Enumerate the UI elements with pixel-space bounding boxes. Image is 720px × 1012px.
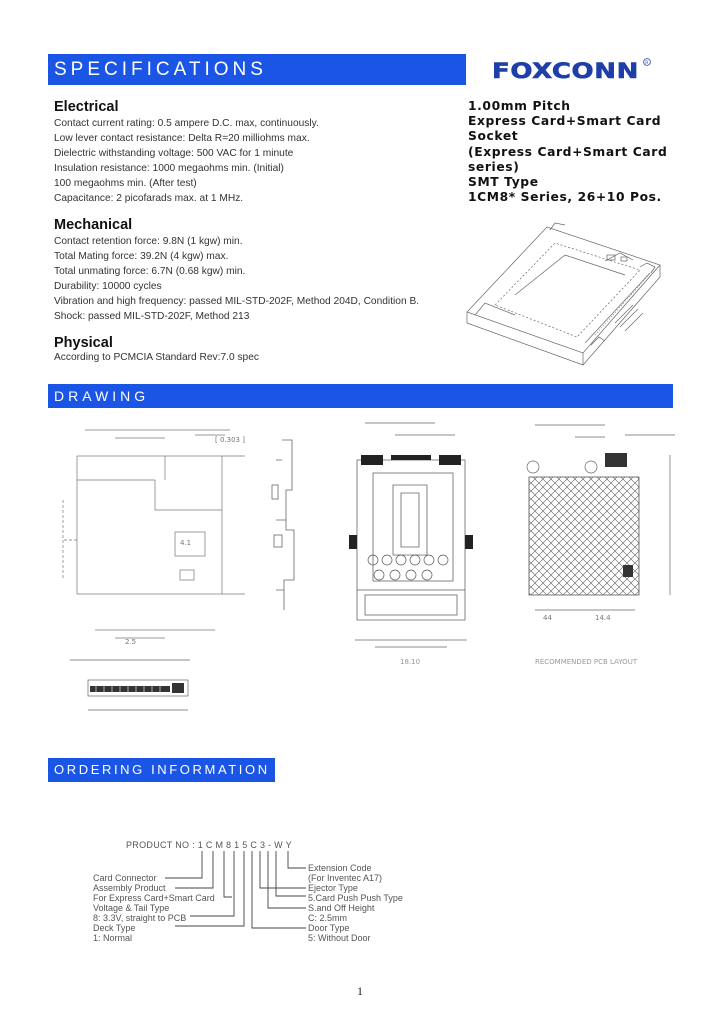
ordering-label-item: 5: Without Door <box>308 933 371 943</box>
svg-text:18.10: 18.10 <box>400 658 421 666</box>
ordering-label-item: 1: Normal <box>93 933 133 943</box>
ordering-label-item: 5.Card Push Push Type <box>308 893 403 903</box>
ordering-label-item: Deck Type <box>93 923 136 933</box>
ordering-label-item: Voltage & Tail Type <box>93 903 170 913</box>
product-title-line: Express Card+Smart Card <box>468 114 662 129</box>
specifications-label: SPECIFICATIONS <box>54 59 267 80</box>
spec-line: Low lever contact resistance: Delta R=20 milliohms max. <box>54 133 310 144</box>
svg-text:R: R <box>645 61 649 66</box>
svg-text:44: 44 <box>543 614 552 622</box>
spec-line: 100 megaohms min. (After test) <box>54 178 197 189</box>
svg-text:[ 0.303 ]: [ 0.303 ] <box>215 436 245 444</box>
drawing-label: DRAWING <box>54 388 150 404</box>
ordering-label-item: Extension Code <box>308 863 372 873</box>
spec-line: Shock: passed MIL-STD-202F, Method 213 <box>54 311 250 322</box>
svg-text:4.1: 4.1 <box>180 539 192 547</box>
spec-line: Durability: 10000 cycles <box>54 281 162 292</box>
product-title-line: Socket <box>468 129 519 144</box>
product-title-line: 1.00mm Pitch <box>468 99 571 113</box>
physical-heading: Physical <box>54 335 113 351</box>
page-number: 1 <box>357 984 363 998</box>
spec-line: According to PCMCIA Standard Rev:7.0 spec <box>54 352 259 363</box>
product-title-line: SMT Type <box>468 175 539 190</box>
svg-text:14.4: 14.4 <box>595 614 611 622</box>
ordering-label-item: Ejector Type <box>308 883 358 893</box>
spec-line: Vibration and high frequency: passed MIL-STD-202F, Method 204D, Condition B. <box>54 296 420 307</box>
product-title-line: 1CM8* Series, 26+10 Pos. <box>468 190 662 205</box>
spec-line: Total unmating force: 6.7N (0.68 kgw) min. <box>54 266 246 277</box>
svg-text:2.5: 2.5 <box>125 638 137 646</box>
ordering-label-item: Door Type <box>308 923 350 933</box>
spec-line: Capacitance: 2 picofarads max. at 1 MHz. <box>54 193 244 204</box>
ordering-label-item: (For Inventec A17) <box>308 873 383 883</box>
ordering-label-item: C: 2.5mm <box>308 913 348 923</box>
mechanical-heading: Mechanical <box>54 217 133 233</box>
ordering-label-item: For Express Card+Smart Card <box>93 893 215 903</box>
spec-line: Contact current rating: 0.5 ampere D.C. max, continuously. <box>54 118 319 129</box>
ordering-label-item: Card Connector <box>93 873 157 883</box>
spec-line: Contact retention force: 9.8N (1 kgw) min. <box>54 236 243 247</box>
spec-line: Dielectric withstanding voltage: 500 VAC for 1 minute <box>54 148 294 159</box>
product-title-line: series) <box>468 159 520 174</box>
spec-line: Total Mating force: 39.2N (4 kgw) max. <box>54 251 229 262</box>
product-title-line: (Express Card+Smart Card <box>468 144 668 159</box>
electrical-heading: Electrical <box>54 99 119 115</box>
ordering-label-item: 8: 3.3V, straight to PCB <box>93 913 187 923</box>
ordering-label: ORDERING INFORMATION <box>54 762 270 777</box>
ordering-label-item: Assembly Product <box>93 883 166 893</box>
ordering-label-item: S.and Off Height <box>308 903 375 913</box>
spec-line: Insulation resistance: 1000 megaohms min. (Initial) <box>54 163 284 174</box>
product-number: PRODUCT NO : 1 C M 8 1 5 C 3 - W Y <box>126 840 292 850</box>
svg-text:RECOMMENDED PCB LAYOUT: RECOMMENDED PCB LAYOUT <box>535 658 638 666</box>
svg-text:FOXCONN: FOXCONN <box>492 59 639 83</box>
